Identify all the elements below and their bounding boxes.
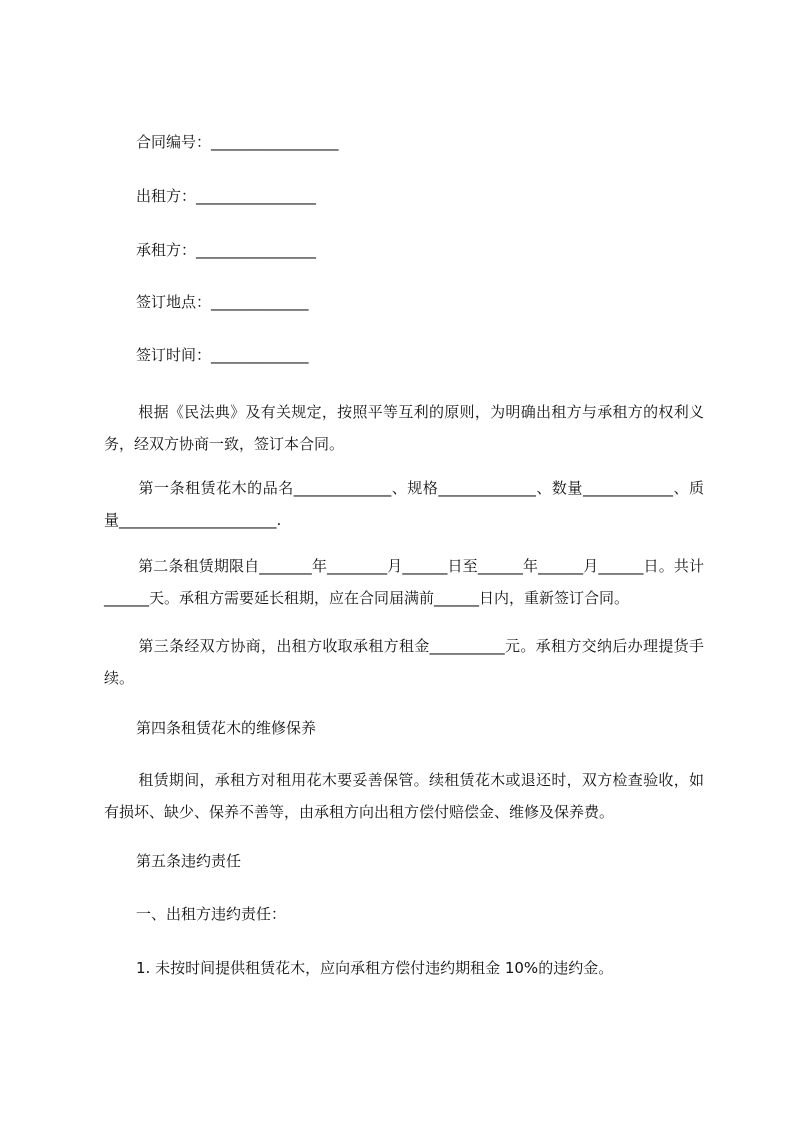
article-3-text: 第三条经双方协商，出租方收取承租方租金__________元。承租方交纳后办理提货手续。 (104, 637, 704, 687)
sign-place-field: 签订地点：_____________ (136, 293, 309, 311)
article-4-paragraph (104, 764, 704, 828)
article-4-title: 第四条租赁花木的维修保养 (136, 719, 317, 737)
preamble-paragraph (104, 396, 704, 460)
article-5-title: 第五条违约责任 (136, 852, 242, 870)
article-1-paragraph (104, 472, 704, 536)
lessor-field: 出租方：________________ (136, 187, 317, 205)
clause-1-text: 1. 未按时间提供租赁花木，应向承租方偿付违约期租金 10%的违约金。 (136, 959, 614, 977)
article-2-paragraph (104, 550, 704, 614)
preamble-text: 根据《民法典》及有关规定，按照平等互利的原则，为明确出租方与承租方的权利义务，经双方协商一致，签订本合同。 (104, 403, 704, 453)
lessee-field: 承租方：________________ (136, 241, 317, 259)
article-4-text: 租赁期间，承租方对租用花木要妥善保管。续租赁花木或退还时，双方检查验收，如有损坏、缺少、保养不善等，由承租方向出租方偿付赔偿金、维修及保养费。 (104, 771, 704, 821)
article-3-paragraph (104, 630, 704, 694)
sign-time-field: 签订时间：_____________ (136, 346, 309, 364)
contract-number-field: 合同编号：_________________ (136, 133, 339, 151)
section-1-title: 一、出租方违约责任： (136, 905, 287, 923)
article-2-text: 第二条租赁期限自_______年________月______日至______年______月______日。共计______天。承租方需要延长租期，应在合同届满前______日内，重新签订合同。 (104, 557, 704, 607)
article-1-text: 第一条租赁花木的品名_____________、规格_____________、数量____________、质量_____________________. (104, 479, 704, 529)
